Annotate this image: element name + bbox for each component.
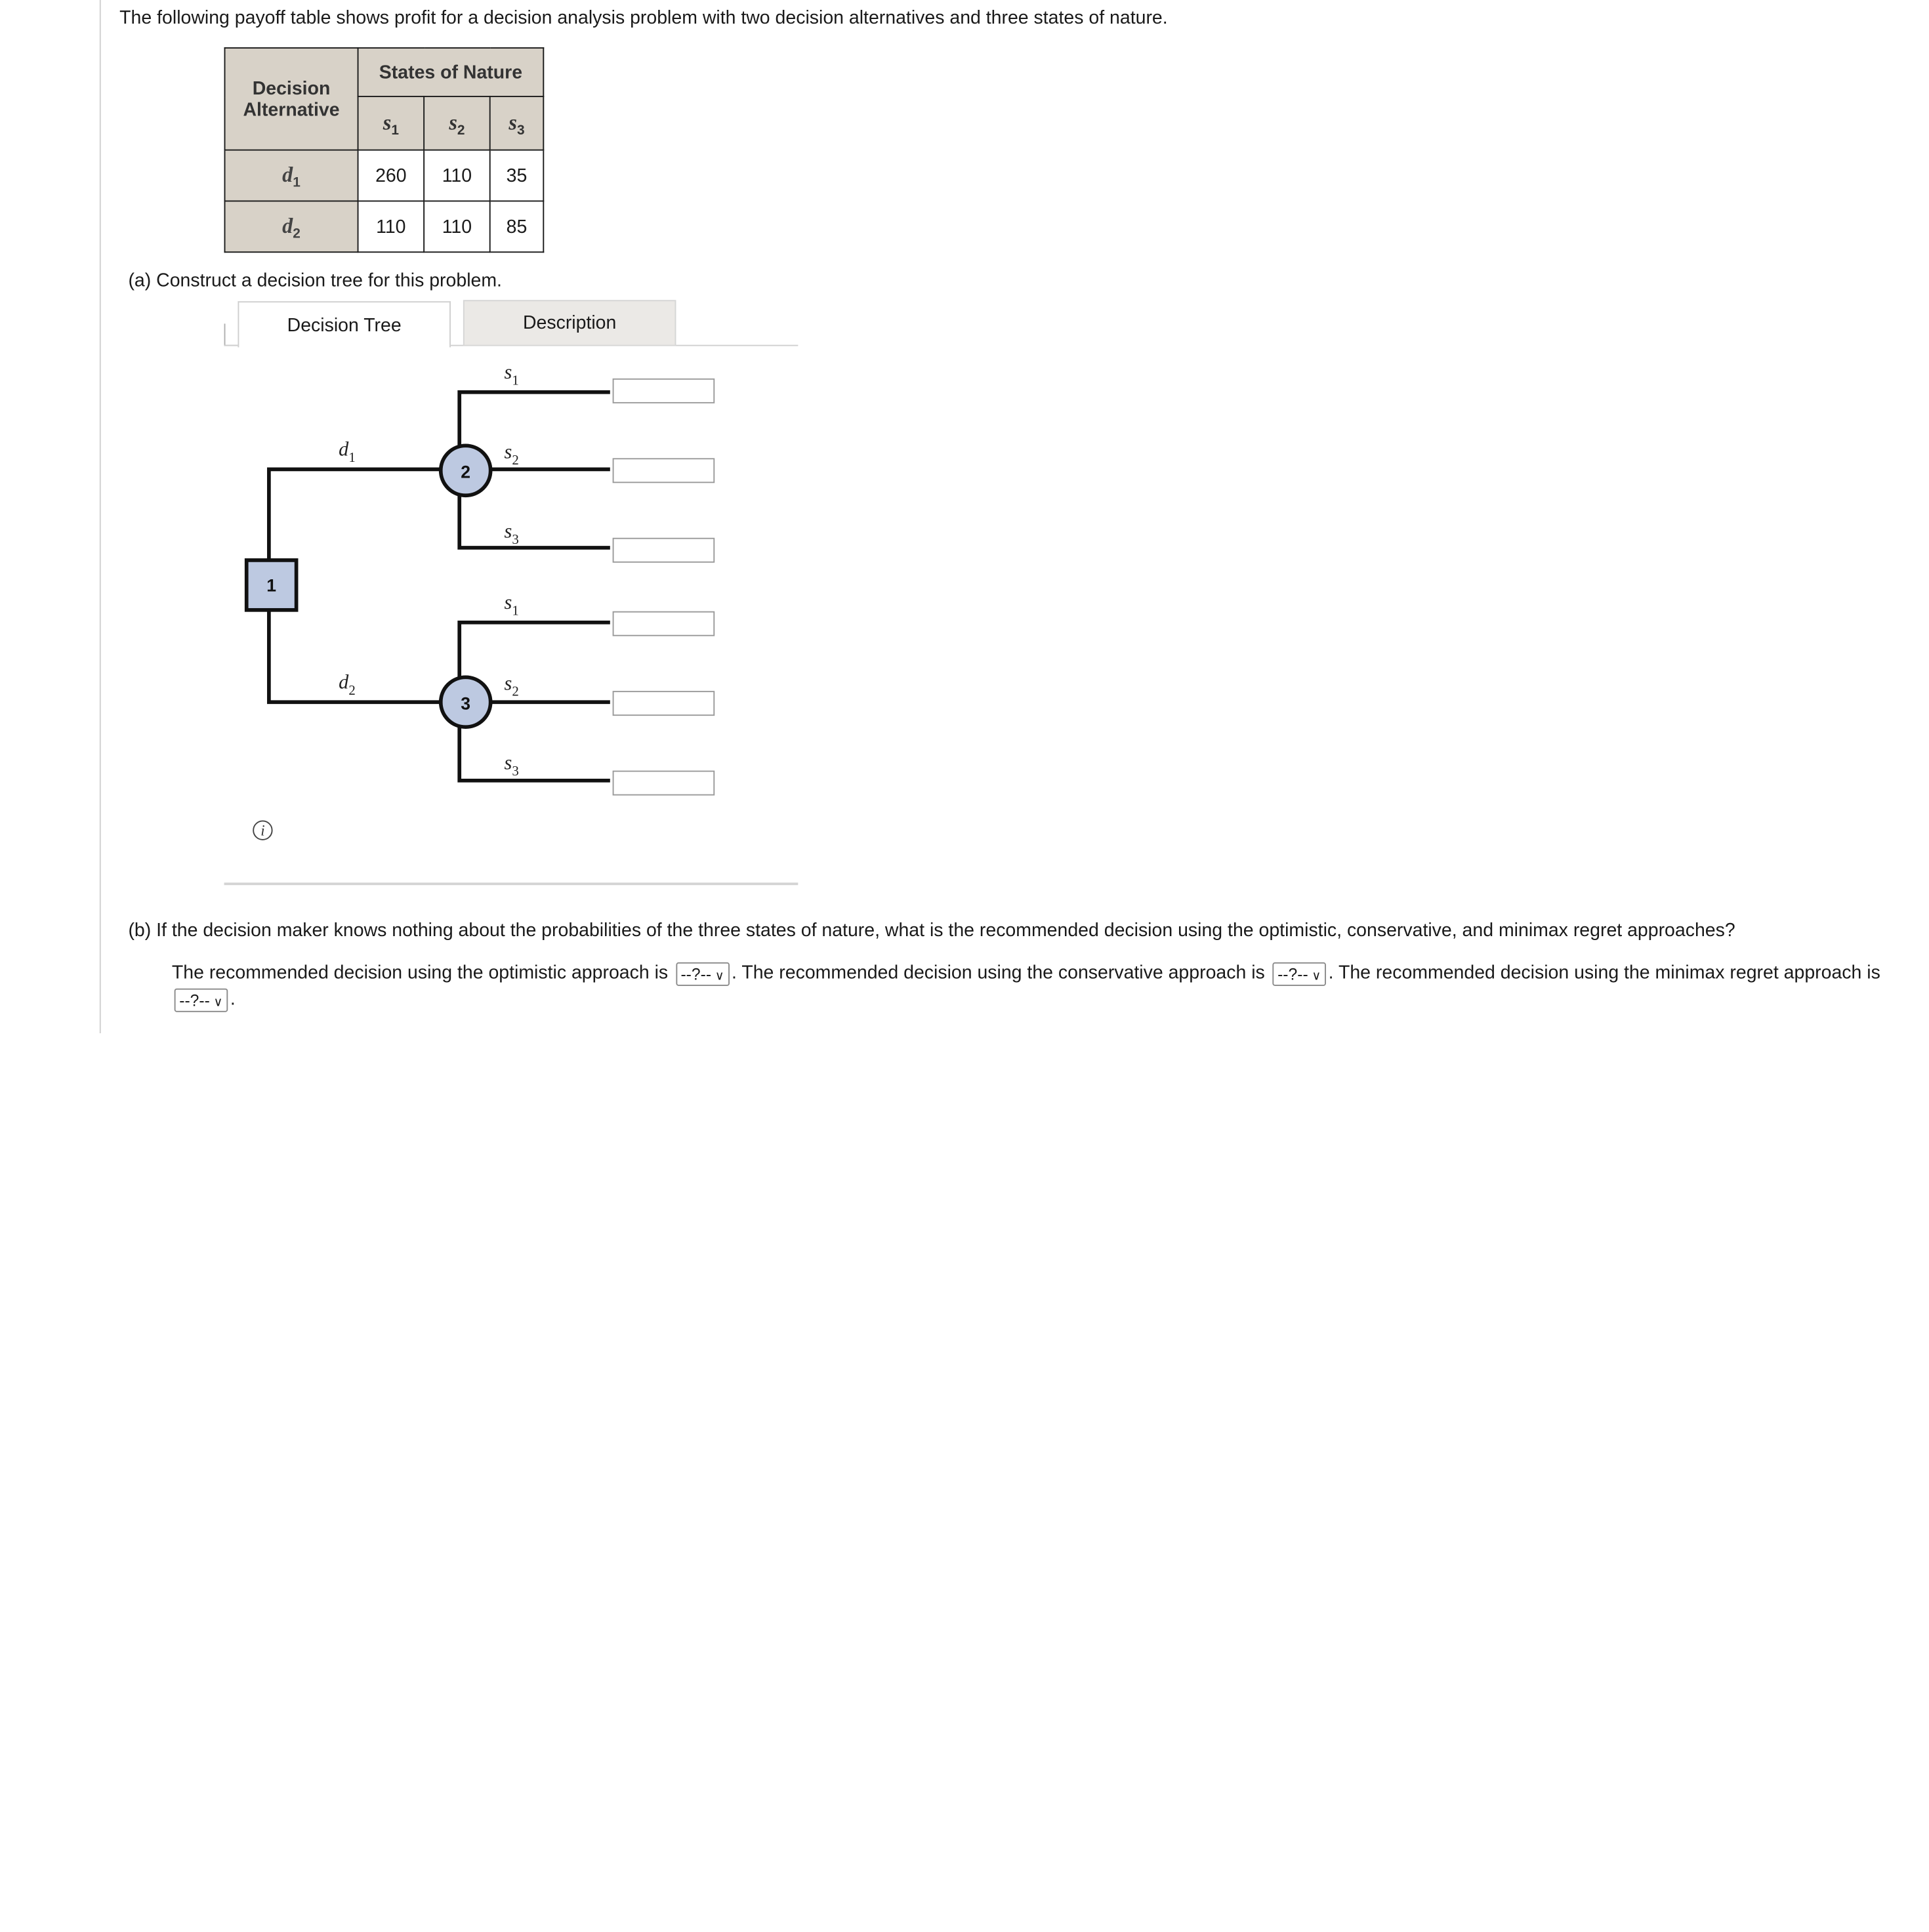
branch-s3-line bbox=[459, 493, 610, 547]
state-label-s3: $s_3$ bbox=[504, 520, 519, 548]
minimax-regret-select[interactable]: --?-- ∨ bbox=[175, 988, 228, 1012]
branch-s1-line bbox=[459, 623, 610, 681]
part-a-question: (a) Construct a decision tree for this problem. bbox=[128, 270, 502, 292]
intro-text: The following payoff table shows profit for a decision analysis problem with two decision alternatives and three states of nature. bbox=[119, 7, 1168, 29]
tab-description[interactable]: Description bbox=[463, 300, 676, 346]
answer-text: . bbox=[230, 988, 236, 1010]
states-of-nature-header: States of Nature bbox=[358, 48, 544, 96]
row-label-d1: $d_1$ bbox=[225, 150, 358, 201]
payoff-input-d2-s1[interactable] bbox=[613, 611, 715, 636]
decision-node-label: 1 bbox=[266, 575, 277, 596]
info-icon[interactable]: i bbox=[253, 821, 272, 840]
state-label-s1: $s_1$ bbox=[504, 590, 519, 619]
table-cell: 35 bbox=[490, 150, 544, 201]
state-label-s3: $s_3$ bbox=[504, 751, 519, 779]
state-header-s2: $s_2$ bbox=[424, 96, 490, 150]
state-header-s3: $s_3$ bbox=[490, 96, 544, 150]
part-b-question: (b) If the decision maker knows nothing about the probabilities of the three states of nature, what is the recommended decision using the optimistic, conservative, and minimax regret approaches? bbox=[128, 920, 1735, 941]
optimistic-select[interactable]: --?-- ∨ bbox=[676, 962, 729, 985]
state-label-s2: $s_2$ bbox=[504, 440, 519, 468]
chevron-down-icon: ∨ bbox=[213, 995, 223, 1010]
branch-s3-line bbox=[459, 726, 610, 780]
payoff-input-d2-s2[interactable] bbox=[613, 691, 715, 716]
branch-s1-line bbox=[459, 392, 610, 448]
state-header-s1: $s_1$ bbox=[358, 96, 425, 150]
decision-node-1 bbox=[247, 560, 297, 610]
payoff-input-d1-s1[interactable] bbox=[613, 379, 715, 403]
branch-label-d2: $d_2$ bbox=[339, 670, 356, 698]
answer-text: . The recommended decision using the minimax regret approach is bbox=[1328, 962, 1880, 984]
payoff-input-d1-s2[interactable] bbox=[613, 458, 715, 483]
conservative-select[interactable]: --?-- ∨ bbox=[1272, 962, 1325, 985]
answer-text: . The recommended decision using the conservative approach is bbox=[732, 962, 1265, 984]
table-cell: 110 bbox=[424, 201, 490, 252]
chance-node-label: 2 bbox=[461, 462, 471, 482]
branch-label-d1: $d_1$ bbox=[339, 438, 356, 466]
state-label-s2: $s_2$ bbox=[504, 672, 519, 699]
decision-tree-diagram bbox=[0, 0, 821, 896]
tab-decision-tree[interactable]: Decision Tree bbox=[238, 301, 450, 347]
table-cell: 85 bbox=[490, 201, 544, 252]
chance-node-2 bbox=[441, 445, 491, 495]
table-cell: 110 bbox=[424, 150, 490, 201]
payoff-input-d2-s3[interactable] bbox=[613, 771, 715, 796]
part-b-answers bbox=[172, 960, 1903, 1012]
decision-alternative-header: Decision Alternative bbox=[225, 48, 358, 150]
state-label-s1: $s_1$ bbox=[504, 360, 519, 388]
chevron-down-icon: ∨ bbox=[715, 969, 724, 983]
chance-node-3 bbox=[441, 677, 491, 727]
chance-node-label: 3 bbox=[461, 693, 471, 714]
row-label-d2: $d_2$ bbox=[225, 201, 358, 252]
table-cell: 110 bbox=[358, 201, 425, 252]
payoff-input-d1-s3[interactable] bbox=[613, 538, 715, 563]
section-divider bbox=[224, 882, 799, 885]
chevron-down-icon: ∨ bbox=[1312, 969, 1321, 983]
answer-text: The recommended decision using the optimistic approach is bbox=[171, 962, 669, 984]
table-cell: 260 bbox=[358, 150, 425, 201]
